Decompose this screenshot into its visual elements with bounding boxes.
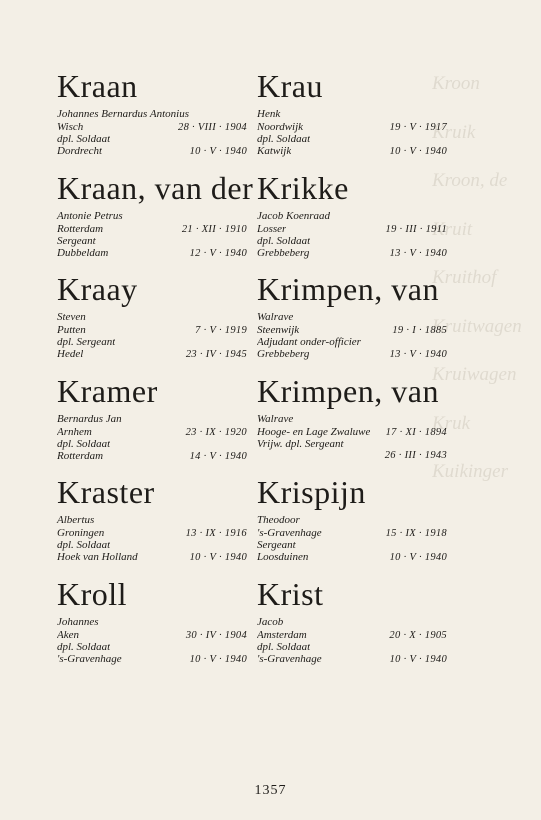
entry-place: 's-Gravenhage [57,652,122,665]
entry-date: 13 · V · 1940 [389,247,447,259]
entry-date: 7 · V · 1919 [195,325,247,336]
entry-given-names: Walrave [257,311,294,323]
ghost-line: Kruik [432,121,476,143]
entry-row [257,527,447,539]
entry-place: Dubbeldam [57,246,109,259]
memorial-entry [257,576,447,678]
ghost-line: Kruithof [432,267,497,288]
ghost-line: Kroon, de [432,170,508,191]
entry-row [57,629,247,641]
entry-date: 26 · III · 1943 [384,449,447,461]
entry-surname: Kroll [57,575,128,612]
entry-date: 23 · IX · 1920 [185,426,247,438]
entry-row [57,426,247,438]
entry-row [57,121,247,133]
entry-place: Loosduinen [257,551,309,563]
entry-row [57,235,247,247]
entry-date: 19 · V · 1917 [389,122,447,133]
entry-place: Hooge- en Lage Zwaluwe [257,425,371,438]
entry-place: 's-Gravenhage [257,527,322,539]
entry-surname: Kraster [57,474,155,510]
entry-given-names: Jacob Koenraad [257,209,331,222]
entry-given-names: Johannes Bernardus Antonius [57,108,189,120]
entry-surname: Krau [257,68,323,104]
entry-date: 23 · IV · 1945 [185,349,247,360]
entry-given-names: Bernardus Jan [57,412,122,425]
entry-row [57,324,247,336]
entry-row [57,223,247,235]
entry-date: 10 · V · 1940 [189,552,247,563]
memorial-entry [257,271,447,373]
memorial-entry [57,68,247,170]
entry-date: 13 · V · 1940 [389,349,447,360]
entry-date: 10 · V · 1940 [189,146,247,157]
right-column [257,68,447,677]
entry-given-names: Johannes [57,615,99,628]
ghost-line: Kruit [432,218,473,240]
entry-place: Rotterdam [57,449,104,462]
entry-row [257,551,447,563]
entry-place: Putten [57,324,86,336]
entry-row [57,539,247,551]
memorial-entry [57,373,247,475]
show-through-text [432,60,541,497]
ghost-line: Kruiwagen [432,364,517,385]
entry-place: dpl. Soldaat [57,640,111,653]
entry-given-names: Jacob [257,615,284,628]
entry-date: 10 · V · 1940 [389,146,447,157]
entry-row [57,653,247,665]
left-column [57,68,254,677]
ghost-line: Kruitwagen [432,315,522,337]
entry-row [257,450,447,462]
entry-place: Arnhem [57,425,92,438]
entry-row [57,527,247,539]
entry-given-names: Antonie Petrus [57,209,123,222]
entry-place: dpl. Soldaat [257,640,311,653]
entry-row [257,629,447,641]
entry-row [257,348,447,360]
entry-date: 19 · III · 1911 [385,223,447,235]
entry-row [257,223,447,235]
entry-date: 21 · XII · 1910 [181,223,247,235]
entry-date: 10 · V · 1940 [389,552,447,563]
entry-place: dpl. Soldaat [257,133,311,145]
entry-surname: Kraan, van der [57,169,254,206]
entry-date: 12 · V · 1940 [189,247,247,259]
entry-surname: Krikke [257,169,349,206]
entry-place: Amsterdam [257,628,307,641]
entry-place: Sergeant [257,539,296,551]
memorial-entry [57,271,247,373]
memorial-entry [257,170,447,272]
entry-place: Steenwijk [257,324,300,336]
entry-place: Hoek van Holland [57,551,138,563]
entry-given-names: Theodoor [257,514,300,526]
entry-given-names: Walrave [257,412,294,425]
entry-place: Noordwijk [257,121,304,133]
entry-place: dpl. Soldaat [257,234,311,247]
entry-surname: Krimpen, van [257,372,439,409]
entry-row [257,653,447,665]
entry-date: 14 · V · 1940 [189,450,247,462]
entry-row [57,641,247,653]
entry-place: Rotterdam [57,222,104,235]
entry-date: 17 · XI · 1894 [385,426,447,438]
entry-place: dpl. Soldaat [57,437,111,450]
entry-row [57,133,247,145]
entry-date: 19 · I · 1885 [392,325,447,336]
entry-place: dpl. Sergeant [57,336,116,348]
entry-surname: Kraan [57,68,138,104]
entry-place: dpl. Soldaat [57,539,111,551]
memorial-entry [57,169,254,272]
entry-place: Hedel [57,348,84,360]
entry-row [57,551,247,563]
entry-date: 10 · V · 1940 [389,653,447,665]
entry-surname: Kraay [57,271,138,307]
entry-place: Grebbeberg [257,348,310,360]
entry-row [57,336,247,348]
entry-row [257,247,447,259]
entry-row [57,450,247,462]
entry-place: Groningen [57,527,105,539]
memorial-entry [57,576,247,678]
entry-row [257,539,447,551]
entry-row [257,235,447,247]
entry-row [257,324,447,336]
entry-place: 's-Gravenhage [257,652,322,665]
entry-row [257,641,447,653]
entry-surname: Krimpen, van [257,271,439,307]
entry-row [57,145,247,157]
entry-row [257,438,447,450]
entry-row [57,438,247,450]
memorial-entry [57,474,247,576]
entry-surname: Krispijn [257,474,366,510]
entry-given-names: Albertus [57,514,95,526]
entry-row [57,348,247,360]
entry-row [57,247,247,259]
ghost-line: Kuikinger [432,461,508,482]
entry-row [257,121,447,133]
memorial-entry [257,68,447,170]
ghost-line: Kruk [432,412,470,434]
entry-place: Adjudant onder-officier [257,336,361,348]
entry-place: Sergeant [57,234,96,247]
entry-place: Vrijw. dpl. Sergeant [257,437,344,450]
entry-row [257,426,447,438]
entry-date: 15 · IX · 1918 [385,528,447,539]
entry-surname: Krist [257,575,324,612]
memorial-entry [257,474,447,576]
entry-place: Aken [57,628,79,641]
entry-date: 30 · IV · 1904 [185,629,247,641]
entry-date: 20 · X · 1905 [389,629,447,641]
entry-date: 10 · V · 1940 [189,653,247,665]
entry-place: Grebbeberg [257,246,310,259]
entry-date: 28 · VIII · 1904 [178,122,247,133]
ghost-line: Kroon [432,73,480,94]
entry-place: Dordrecht [57,145,103,157]
memorial-entry [257,373,447,475]
entry-place: Wisch [57,121,84,133]
entry-row [257,336,447,348]
entry-surname: Kramer [57,372,158,409]
entry-row [257,145,447,157]
entry-place: Losser [257,222,287,235]
entry-place: dpl. Soldaat [57,133,111,145]
page-number: 1357 [254,783,287,798]
entry-place: Katwijk [257,145,292,157]
entry-given-names: Steven [57,311,86,323]
entry-given-names: Henk [257,108,281,120]
entry-row [257,133,447,145]
entry-date: 13 · IX · 1916 [185,528,247,539]
